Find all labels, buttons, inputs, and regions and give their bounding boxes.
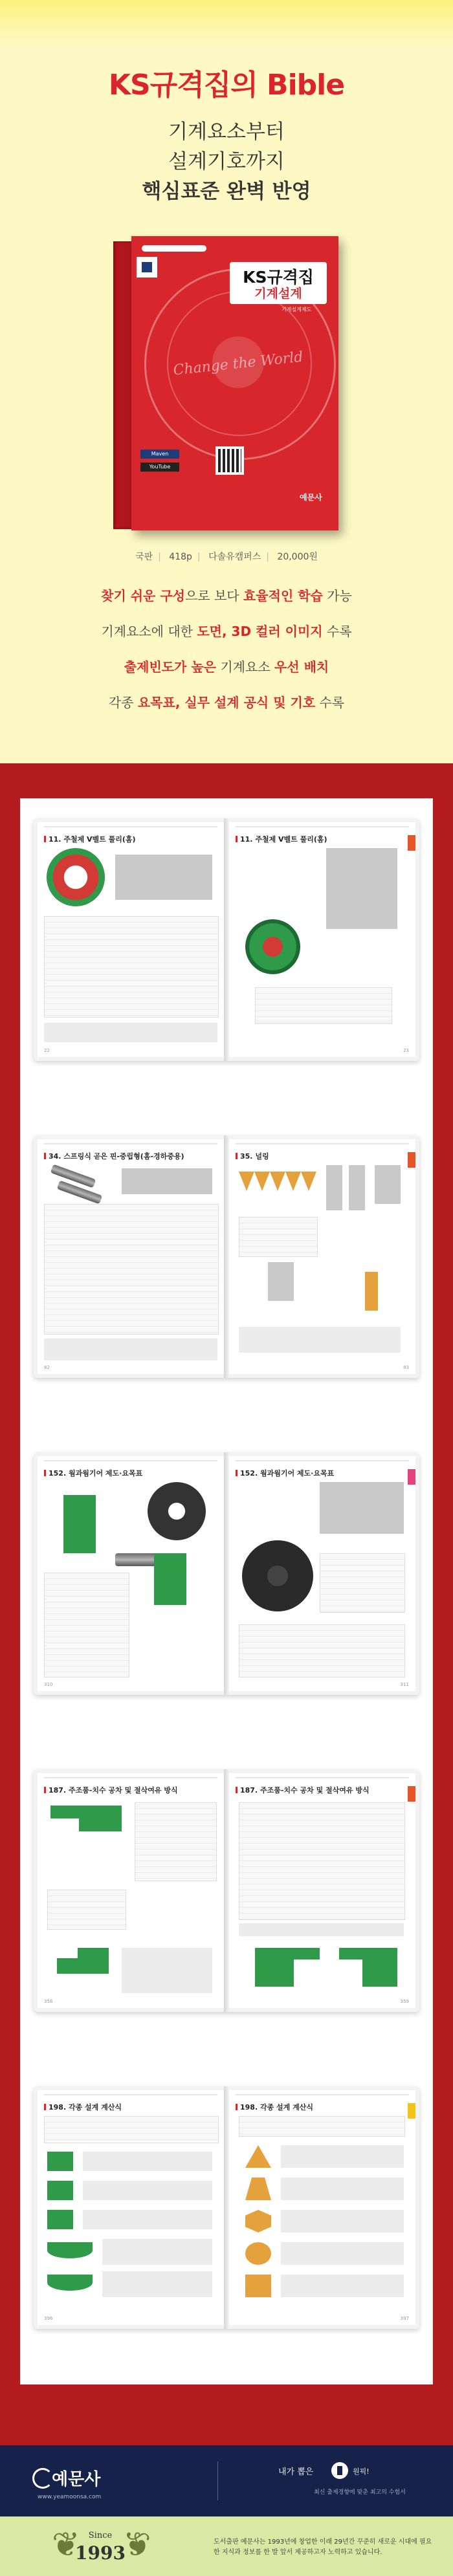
feature-2: 기계요소에 대한 도면, 3D 컬러 이미지 수록 — [101, 624, 352, 639]
badge-youtube: YouTube — [140, 463, 179, 472]
feature-4: 각종 요목표, 실무 설계 공식 및 기호 수록 — [108, 695, 345, 710]
spread-5 — [34, 2086, 419, 2329]
circle-shape — [245, 2242, 271, 2265]
spread-1-left-page: 11. 주철제 V벨트 풀리(홈) 22 — [38, 822, 224, 1057]
feature-1: 찾기 쉬운 구성으로 보다 효율적인 학습 가능 — [101, 588, 352, 604]
worm-gear-image — [148, 1482, 206, 1540]
footer-tagline-1: 내가 뽑은 — [278, 2467, 314, 2477]
spread-3-table — [44, 1573, 129, 1677]
green-pulley-image — [245, 919, 300, 974]
spread-1-left-title: 11. 주철제 V벨트 풀리(홈) — [44, 834, 136, 844]
hero-title: KS규격집의 Bible — [108, 69, 345, 102]
since-year: 1993 — [75, 2542, 126, 2564]
meta-format: 국판 — [135, 552, 153, 562]
hero-subtitle-3: 핵심표준 완벽 반영 — [142, 180, 311, 203]
book-front — [131, 236, 338, 530]
book-meta: 국판 | 418p | 다솔유캠퍼스 | 20,000원 — [135, 552, 318, 562]
hero-subtitle-2: 설계기호까지 — [168, 150, 285, 173]
pulley-3d-image — [47, 848, 105, 906]
pulley-section-drawing — [326, 848, 397, 929]
worm-drawing — [63, 1495, 96, 1553]
publisher-url[interactable]: www.yeamoonsa.com — [38, 2494, 102, 2500]
meta-price: 20,000원 — [277, 552, 318, 562]
spread-3-left-title: 152. 웜과웜기어 제도·요목표 — [44, 1468, 142, 1478]
spread-4-right-title: 187. 주조품-치수 공차 및 절삭여유 방식 — [236, 1785, 370, 1795]
beam-diagram — [47, 2242, 93, 2258]
spread-2-table — [44, 1204, 219, 1335]
spread-2-left-page: 34. 스프링식 곧은 핀-중립형(홈-경하중용) 82 — [38, 1139, 224, 1374]
spread-3 — [34, 1452, 419, 1695]
publisher-logo-icon — [32, 2468, 53, 2489]
spread-3-right-title: 152. 웜과웜기어 제도·요목표 — [236, 1468, 334, 1478]
laurel-right-icon: ❦ — [123, 2526, 151, 2564]
spread-2-left-title: 34. 스프링식 곧은 핀-중립형(홈-경하중용) — [44, 1151, 184, 1161]
cover-title-line2: 기계설계 — [254, 287, 302, 301]
spread-1-right-page: 11. 주철제 V벨트 풀리(홈) 23 — [229, 822, 415, 1057]
cover-publisher: 예문사 — [300, 493, 322, 502]
book-cover-image — [113, 236, 340, 530]
meta-color: 다솔유캠퍼스 — [208, 552, 261, 562]
spread-2-right-page: 35. 널링 83 — [229, 1139, 415, 1374]
spread-2-right-title: 35. 널링 — [236, 1151, 269, 1161]
spread-2 — [34, 1135, 419, 1378]
spread-3-left-page: 152. 웜과웜기어 제도·요목표 310 — [38, 1456, 224, 1691]
since-label: Since — [88, 2531, 113, 2540]
cover-title-box — [230, 262, 327, 304]
spread-1 — [34, 818, 419, 1061]
sample-pages-panel — [21, 799, 432, 2384]
qr-code-icon — [215, 446, 244, 475]
publisher-logo-text: 예문사 — [52, 2470, 101, 2489]
meta-pages: 418p — [169, 552, 192, 562]
hexagon-shape — [245, 2210, 271, 2232]
triangle-shape — [245, 2145, 271, 2168]
spread-1-table — [44, 916, 219, 1018]
publisher-footer — [0, 2445, 453, 2516]
spread-4 — [34, 1769, 419, 2012]
hero-subtitle-1: 기계요소부터 — [168, 120, 285, 144]
spread-4-table — [239, 1802, 405, 1920]
hero-section — [0, 0, 453, 763]
hero-top-stripe — [0, 0, 453, 45]
pulley-drawing — [115, 855, 212, 900]
footer-tagline-3: 최신 출제경향에 맞춘 최고의 수험서 — [314, 2489, 406, 2496]
cover-title-line1: KS규격집 — [243, 268, 314, 287]
spread-5-left-title: 198. 각종 설계 계산식 — [44, 2102, 122, 2112]
trapezoid-shape — [245, 2178, 271, 2200]
cover-subtitle: 기계설계제도 — [282, 307, 312, 312]
spread-5-right-page: 198. 각종 설계 계산식 397 — [229, 2090, 415, 2325]
spread-1-right-title: 11. 주철제 V벨트 풀리(홈) — [236, 834, 327, 844]
laurel-left-icon: ❦ — [52, 2526, 80, 2564]
badge-maven: Maven — [140, 450, 179, 459]
since-description: 도서출판 예문사는 1993년에 창업한 이래 29년간 꾸준히 새로운 시대에 필요한 지식과 정보를 한 발 앞서 제공하고자 노력하고 있습니다. — [214, 2538, 432, 2556]
casting-diagram — [50, 1806, 122, 1831]
feature-3: 출제빈도가 높은 기계요소 우선 배치 — [124, 659, 329, 675]
spread-4-left-page: 187. 주조품-치수 공차 및 절삭여유 방식 358 — [38, 1773, 224, 2008]
pick-badge-icon — [331, 2462, 348, 2479]
cover-top-band — [142, 245, 206, 252]
spread-5-left-page: 198. 각종 설계 계산식 396 — [38, 2090, 224, 2325]
knurling-diagram — [239, 1172, 316, 1191]
spread-4-right-page: 187. 주조품-치수 공차 및 절삭여유 방식 359 — [229, 1773, 415, 2008]
footer-tagline-2: 원픽! — [353, 2467, 370, 2476]
spread-3-right-page: 152. 웜과웜기어 제도·요목표 311 — [229, 1456, 415, 1691]
cover-slogan: Change the World — [172, 349, 304, 379]
worm-wheel-3d-image — [242, 1540, 313, 1611]
spread-4-left-title: 187. 주조품-치수 공차 및 절삭여유 방식 — [44, 1785, 178, 1795]
publisher-logo-icon — [137, 257, 157, 278]
since-banner — [0, 2516, 453, 2576]
spread-5-right-title: 198. 각종 설계 계산식 — [236, 2102, 313, 2112]
